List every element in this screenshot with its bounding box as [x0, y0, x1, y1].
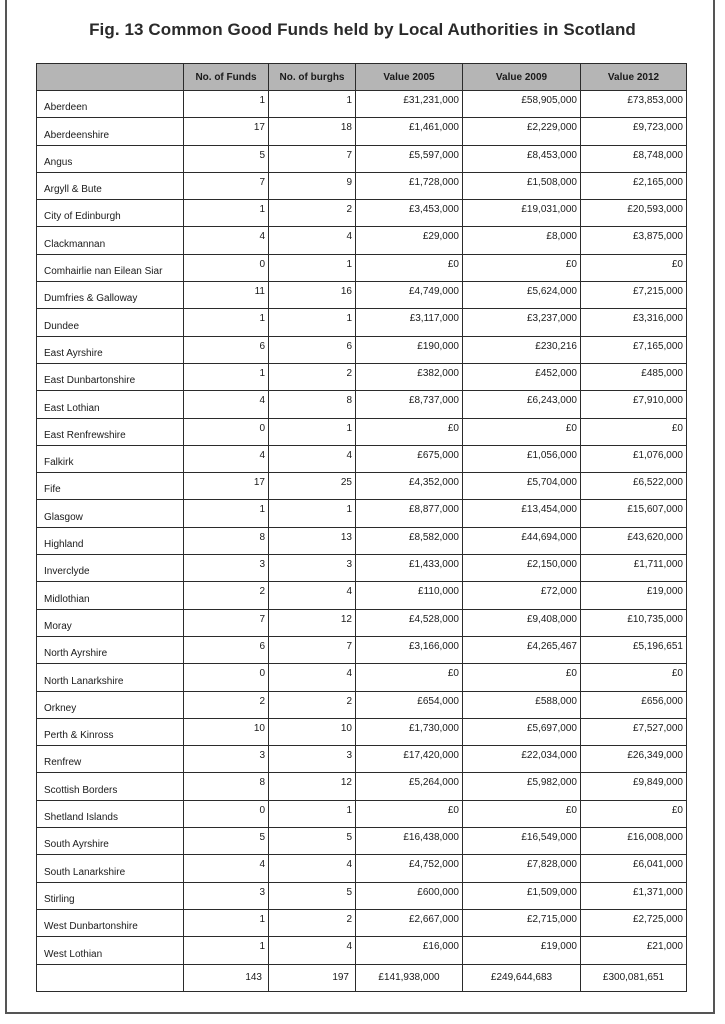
total-value-2012: £300,081,651	[581, 964, 687, 991]
table-row	[37, 855, 687, 882]
cell-authority-name: Aberdeenshire	[37, 118, 184, 145]
cell-no-of-burghs: 10	[269, 718, 356, 745]
cell-no-of-burghs: 9	[269, 172, 356, 199]
table-row	[37, 609, 687, 636]
cell-value-2009: £588,000	[463, 691, 581, 718]
cell-value-2012: £1,371,000	[581, 882, 687, 909]
cell-value-2012: £2,725,000	[581, 909, 687, 936]
cell-authority-name: City of Edinburgh	[37, 200, 184, 227]
cell-authority-name: Shetland Islands	[37, 800, 184, 827]
cell-value-2009: £0	[463, 800, 581, 827]
cell-value-2012: £6,041,000	[581, 855, 687, 882]
cell-no-of-funds: 5	[184, 145, 269, 172]
cell-authority-name: Clackmannan	[37, 227, 184, 254]
cell-value-2005: £2,667,000	[356, 909, 463, 936]
cell-authority-name: Dundee	[37, 309, 184, 336]
table-row	[37, 909, 687, 936]
cell-value-2012: £656,000	[581, 691, 687, 718]
cell-value-2009: £58,905,000	[463, 91, 581, 118]
cell-value-2012: £73,853,000	[581, 91, 687, 118]
cell-no-of-burghs: 4	[269, 445, 356, 472]
cell-no-of-funds: 17	[184, 118, 269, 145]
cell-no-of-funds: 3	[184, 746, 269, 773]
cell-no-of-funds: 0	[184, 800, 269, 827]
cell-no-of-burghs: 12	[269, 609, 356, 636]
cell-value-2009: £1,508,000	[463, 172, 581, 199]
table-row	[37, 718, 687, 745]
cell-value-2005: £8,582,000	[356, 527, 463, 554]
cell-value-2012: £19,000	[581, 582, 687, 609]
cell-no-of-burghs: 25	[269, 473, 356, 500]
cell-no-of-funds: 3	[184, 555, 269, 582]
cell-no-of-funds: 2	[184, 691, 269, 718]
cell-total-label	[37, 964, 184, 991]
table-row	[37, 145, 687, 172]
common-good-funds-table	[36, 63, 687, 992]
cell-authority-name: South Lanarkshire	[37, 855, 184, 882]
cell-no-of-funds: 1	[184, 309, 269, 336]
cell-value-2009: £5,624,000	[463, 282, 581, 309]
cell-value-2009: £0	[463, 254, 581, 281]
cell-value-2005: £110,000	[356, 582, 463, 609]
cell-authority-name: Midlothian	[37, 582, 184, 609]
cell-value-2005: £1,728,000	[356, 172, 463, 199]
header-value-2005: Value 2005	[356, 64, 463, 91]
cell-no-of-burghs: 1	[269, 500, 356, 527]
cell-value-2005: £190,000	[356, 336, 463, 363]
cell-authority-name: Inverclyde	[37, 555, 184, 582]
cell-authority-name: Fife	[37, 473, 184, 500]
table-row	[37, 391, 687, 418]
total-no-of-burghs: 197	[269, 964, 356, 991]
cell-authority-name: East Lothian	[37, 391, 184, 418]
table-row	[37, 582, 687, 609]
cell-authority-name: East Dunbartonshire	[37, 363, 184, 390]
cell-authority-name: North Ayrshire	[37, 636, 184, 663]
cell-value-2005: £382,000	[356, 363, 463, 390]
table-row	[37, 309, 687, 336]
cell-value-2005: £5,264,000	[356, 773, 463, 800]
cell-authority-name: East Renfrewshire	[37, 418, 184, 445]
cell-value-2005: £5,597,000	[356, 145, 463, 172]
table-row	[37, 227, 687, 254]
cell-value-2005: £3,166,000	[356, 636, 463, 663]
cell-no-of-funds: 4	[184, 391, 269, 418]
cell-no-of-funds: 11	[184, 282, 269, 309]
cell-value-2012: £43,620,000	[581, 527, 687, 554]
cell-value-2005: £4,752,000	[356, 855, 463, 882]
table-row	[37, 363, 687, 390]
table-row	[37, 937, 687, 964]
cell-value-2009: £230,216	[463, 336, 581, 363]
cell-value-2009: £5,982,000	[463, 773, 581, 800]
table-body	[37, 91, 687, 992]
cell-value-2009: £13,454,000	[463, 500, 581, 527]
cell-value-2012: £7,215,000	[581, 282, 687, 309]
table-row	[37, 500, 687, 527]
table-row	[37, 828, 687, 855]
table-row	[37, 664, 687, 691]
cell-no-of-burghs: 12	[269, 773, 356, 800]
cell-value-2005: £1,730,000	[356, 718, 463, 745]
cell-no-of-funds: 0	[184, 254, 269, 281]
cell-no-of-burghs: 4	[269, 664, 356, 691]
header-value-2012: Value 2012	[581, 64, 687, 91]
cell-value-2009: £19,031,000	[463, 200, 581, 227]
cell-authority-name: Argyll & Bute	[37, 172, 184, 199]
cell-value-2012: £7,910,000	[581, 391, 687, 418]
cell-value-2009: £1,509,000	[463, 882, 581, 909]
table-row	[37, 282, 687, 309]
cell-authority-name: South Ayrshire	[37, 828, 184, 855]
cell-authority-name: Highland	[37, 527, 184, 554]
total-value-2009: £249,644,683	[463, 964, 581, 991]
table-row	[37, 445, 687, 472]
cell-value-2012: £15,607,000	[581, 500, 687, 527]
cell-value-2005: £3,453,000	[356, 200, 463, 227]
table-row	[37, 746, 687, 773]
cell-value-2005: £1,461,000	[356, 118, 463, 145]
cell-value-2012: £3,875,000	[581, 227, 687, 254]
cell-value-2005: £0	[356, 418, 463, 445]
table-row	[37, 118, 687, 145]
cell-no-of-funds: 1	[184, 200, 269, 227]
cell-value-2012: £0	[581, 254, 687, 281]
total-no-of-funds: 143	[184, 964, 269, 991]
cell-no-of-funds: 6	[184, 336, 269, 363]
cell-no-of-burghs: 2	[269, 363, 356, 390]
cell-authority-name: Orkney	[37, 691, 184, 718]
cell-authority-name: West Lothian	[37, 937, 184, 964]
cell-value-2012: £3,316,000	[581, 309, 687, 336]
cell-value-2005: £0	[356, 664, 463, 691]
cell-no-of-burghs: 1	[269, 418, 356, 445]
table-total-row	[37, 964, 687, 991]
header-authority	[37, 64, 184, 91]
cell-no-of-funds: 8	[184, 527, 269, 554]
cell-no-of-burghs: 1	[269, 254, 356, 281]
cell-value-2012: £21,000	[581, 937, 687, 964]
cell-value-2009: £2,229,000	[463, 118, 581, 145]
cell-no-of-burghs: 6	[269, 336, 356, 363]
cell-value-2005: £1,433,000	[356, 555, 463, 582]
cell-value-2012: £5,196,651	[581, 636, 687, 663]
cell-value-2012: £16,008,000	[581, 828, 687, 855]
cell-value-2012: £9,723,000	[581, 118, 687, 145]
cell-value-2005: £16,000	[356, 937, 463, 964]
cell-value-2005: £0	[356, 800, 463, 827]
cell-no-of-burghs: 2	[269, 909, 356, 936]
cell-no-of-burghs: 18	[269, 118, 356, 145]
cell-value-2012: £485,000	[581, 363, 687, 390]
cell-value-2005: £600,000	[356, 882, 463, 909]
cell-no-of-funds: 7	[184, 609, 269, 636]
cell-authority-name: Stirling	[37, 882, 184, 909]
cell-value-2012: £0	[581, 800, 687, 827]
table-row	[37, 336, 687, 363]
cell-value-2009: £452,000	[463, 363, 581, 390]
cell-no-of-funds: 0	[184, 664, 269, 691]
cell-no-of-burghs: 8	[269, 391, 356, 418]
cell-value-2009: £16,549,000	[463, 828, 581, 855]
cell-value-2009: £2,150,000	[463, 555, 581, 582]
cell-value-2009: £7,828,000	[463, 855, 581, 882]
cell-value-2009: £0	[463, 664, 581, 691]
cell-no-of-funds: 17	[184, 473, 269, 500]
table-row	[37, 418, 687, 445]
cell-no-of-burghs: 2	[269, 200, 356, 227]
cell-value-2009: £5,697,000	[463, 718, 581, 745]
cell-value-2009: £6,243,000	[463, 391, 581, 418]
cell-no-of-burghs: 4	[269, 227, 356, 254]
cell-value-2005: £3,117,000	[356, 309, 463, 336]
cell-authority-name: Glasgow	[37, 500, 184, 527]
cell-authority-name: Perth & Kinross	[37, 718, 184, 745]
cell-value-2009: £9,408,000	[463, 609, 581, 636]
cell-value-2009: £44,694,000	[463, 527, 581, 554]
table-row	[37, 200, 687, 227]
cell-authority-name: Aberdeen	[37, 91, 184, 118]
cell-value-2012: £1,076,000	[581, 445, 687, 472]
cell-no-of-burghs: 1	[269, 309, 356, 336]
cell-authority-name: Moray	[37, 609, 184, 636]
cell-value-2009: £4,265,467	[463, 636, 581, 663]
cell-authority-name: North Lanarkshire	[37, 664, 184, 691]
cell-no-of-funds: 1	[184, 363, 269, 390]
cell-no-of-funds: 0	[184, 418, 269, 445]
cell-value-2012: £7,165,000	[581, 336, 687, 363]
cell-no-of-funds: 4	[184, 227, 269, 254]
table-row	[37, 254, 687, 281]
cell-value-2005: £17,420,000	[356, 746, 463, 773]
cell-value-2012: £9,849,000	[581, 773, 687, 800]
cell-value-2012: £26,349,000	[581, 746, 687, 773]
cell-value-2009: £3,237,000	[463, 309, 581, 336]
cell-no-of-funds: 1	[184, 937, 269, 964]
cell-no-of-burghs: 2	[269, 691, 356, 718]
cell-value-2009: £5,704,000	[463, 473, 581, 500]
cell-value-2009: £19,000	[463, 937, 581, 964]
cell-authority-name: Falkirk	[37, 445, 184, 472]
cell-value-2005: £29,000	[356, 227, 463, 254]
cell-no-of-burghs: 5	[269, 828, 356, 855]
header-no-of-funds: No. of Funds	[184, 64, 269, 91]
table-row	[37, 91, 687, 118]
cell-value-2005: £0	[356, 254, 463, 281]
table-row	[37, 636, 687, 663]
cell-no-of-burghs: 1	[269, 800, 356, 827]
cell-no-of-burghs: 4	[269, 937, 356, 964]
cell-authority-name: Comhairlie nan Eilean Siar	[37, 254, 184, 281]
cell-authority-name: Angus	[37, 145, 184, 172]
cell-value-2005: £8,877,000	[356, 500, 463, 527]
cell-no-of-funds: 2	[184, 582, 269, 609]
table-row	[37, 773, 687, 800]
cell-value-2005: £16,438,000	[356, 828, 463, 855]
cell-no-of-funds: 5	[184, 828, 269, 855]
cell-value-2009: £0	[463, 418, 581, 445]
header-value-2009: Value 2009	[463, 64, 581, 91]
cell-no-of-burghs: 13	[269, 527, 356, 554]
cell-no-of-funds: 4	[184, 445, 269, 472]
cell-value-2005: £654,000	[356, 691, 463, 718]
table-row	[37, 555, 687, 582]
cell-authority-name: Scottish Borders	[37, 773, 184, 800]
figure-title: Fig. 13 Common Good Funds held by Local Authorities in Scotland	[89, 20, 636, 39]
table-row	[37, 473, 687, 500]
cell-value-2005: £4,352,000	[356, 473, 463, 500]
cell-value-2012: £7,527,000	[581, 718, 687, 745]
cell-no-of-funds: 3	[184, 882, 269, 909]
cell-value-2012: £6,522,000	[581, 473, 687, 500]
cell-value-2009: £1,056,000	[463, 445, 581, 472]
table-row	[37, 527, 687, 554]
table-row	[37, 691, 687, 718]
cell-value-2009: £72,000	[463, 582, 581, 609]
cell-value-2012: £10,735,000	[581, 609, 687, 636]
cell-no-of-burghs: 16	[269, 282, 356, 309]
cell-no-of-burghs: 3	[269, 555, 356, 582]
cell-no-of-funds: 1	[184, 500, 269, 527]
cell-value-2005: £31,231,000	[356, 91, 463, 118]
cell-value-2012: £2,165,000	[581, 172, 687, 199]
cell-no-of-funds: 1	[184, 909, 269, 936]
cell-no-of-burghs: 5	[269, 882, 356, 909]
table-header-row	[37, 64, 687, 91]
cell-value-2009: £22,034,000	[463, 746, 581, 773]
total-value-2005: £141,938,000	[356, 964, 463, 991]
cell-no-of-burghs: 7	[269, 145, 356, 172]
cell-authority-name: Dumfries & Galloway	[37, 282, 184, 309]
header-no-of-burghs: No. of burghs	[269, 64, 356, 91]
cell-no-of-funds: 4	[184, 855, 269, 882]
cell-value-2012: £20,593,000	[581, 200, 687, 227]
cell-authority-name: West Dunbartonshire	[37, 909, 184, 936]
cell-no-of-burghs: 4	[269, 582, 356, 609]
cell-value-2005: £675,000	[356, 445, 463, 472]
table-row	[37, 172, 687, 199]
cell-no-of-burghs: 4	[269, 855, 356, 882]
cell-no-of-burghs: 3	[269, 746, 356, 773]
cell-value-2012: £0	[581, 418, 687, 445]
cell-value-2005: £8,737,000	[356, 391, 463, 418]
cell-value-2012: £0	[581, 664, 687, 691]
cell-no-of-funds: 7	[184, 172, 269, 199]
cell-value-2009: £8,453,000	[463, 145, 581, 172]
cell-no-of-burghs: 7	[269, 636, 356, 663]
cell-value-2005: £4,749,000	[356, 282, 463, 309]
cell-value-2009: £2,715,000	[463, 909, 581, 936]
cell-no-of-funds: 8	[184, 773, 269, 800]
cell-authority-name: Renfrew	[37, 746, 184, 773]
cell-no-of-funds: 6	[184, 636, 269, 663]
cell-authority-name: East Ayrshire	[37, 336, 184, 363]
cell-value-2012: £1,711,000	[581, 555, 687, 582]
cell-no-of-funds: 10	[184, 718, 269, 745]
table-row	[37, 800, 687, 827]
cell-value-2009: £8,000	[463, 227, 581, 254]
cell-value-2005: £4,528,000	[356, 609, 463, 636]
table-row	[37, 882, 687, 909]
cell-no-of-burghs: 1	[269, 91, 356, 118]
cell-no-of-funds: 1	[184, 91, 269, 118]
cell-value-2012: £8,748,000	[581, 145, 687, 172]
